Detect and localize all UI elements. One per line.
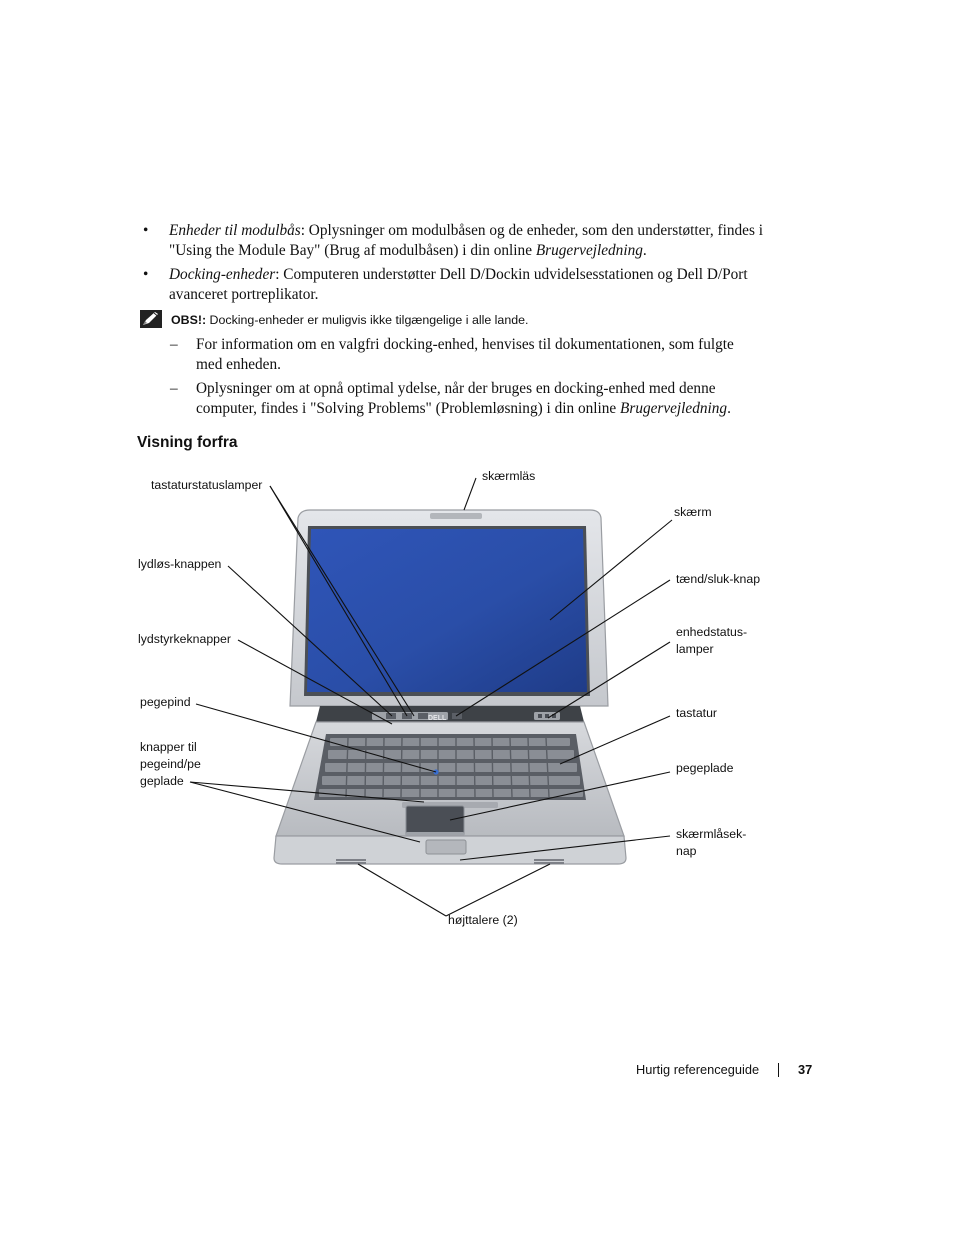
- label-volume-buttons: lydstyrkeknapper: [138, 632, 231, 646]
- label-keyboard-status-lights: tastaturstatuslamper: [151, 478, 263, 492]
- dash-item-docking-info: [170, 335, 760, 374]
- dash-mark: –: [170, 336, 178, 353]
- display-screen: [307, 529, 587, 692]
- dash-ref: Brugervejledning: [620, 399, 728, 417]
- bullet-ref: Brugervejledning: [535, 241, 643, 259]
- footer-separator: [778, 1063, 779, 1077]
- latch-slot: [430, 513, 482, 519]
- footer-guide-title: Hurtig referenceguide: [636, 1062, 760, 1077]
- laptop-base: [276, 722, 624, 840]
- display-latch-release: [426, 840, 466, 854]
- dell-logo: DELL: [428, 715, 447, 722]
- bullet-text: : Oplysninger om modulbåsen og de enheder, som den understøtter, findes i "Using the Module Bay" (Brug af modulbåsen) i din online: [169, 222, 763, 259]
- note-label: OBS!:: [171, 313, 207, 327]
- dash-item-performance: [170, 379, 760, 418]
- laptop-illustration: [130, 460, 790, 940]
- label-display-latch: skærmläs: [482, 469, 536, 483]
- volume-button-2: [418, 713, 428, 719]
- dash-end: .: [727, 399, 731, 417]
- pencil-note-icon: [140, 310, 162, 328]
- hinge-area: [316, 706, 584, 722]
- label-pointer-buttons-1: knapper til: [140, 740, 197, 754]
- label-keyboard: tastatur: [676, 706, 718, 720]
- note-text: Docking-enheder er muligvis ikke tilgængelige i alle lande.: [206, 313, 529, 327]
- label-latch-release-1: skærmlåsek-: [676, 827, 747, 841]
- bullet-dot: •: [143, 266, 149, 283]
- label-pointer-buttons-3: geplade: [140, 774, 184, 788]
- label-speakers: højttalere (2): [448, 913, 518, 927]
- bullet-end: .: [642, 241, 647, 259]
- laptop-front-edge: [274, 836, 626, 864]
- label-pointer-buttons-2: pegeind/pe: [140, 757, 201, 771]
- label-device-status-lights-1: enhedstatus-: [676, 625, 748, 639]
- bullet-term: Enheder til modulbås: [169, 222, 301, 239]
- bullet-dot: •: [143, 222, 149, 239]
- label-device-status-lights-2: lamper: [676, 642, 714, 656]
- label-power-button: tænd/sluk-knap: [676, 572, 761, 586]
- mute-button: [386, 713, 396, 719]
- label-latch-release-2: nap: [676, 844, 697, 858]
- laptop-front-view-figure: [130, 460, 790, 940]
- dash-text: Oplysninger om at opnå optimal ydelse, når der bruges en docking-enhed med denne computer, findes i "Solving Problems" (Problemløsning) i din online: [196, 380, 716, 417]
- bullet-term: Docking-enheder: [169, 266, 276, 283]
- dash-text: For information om en valgfri docking-enhed, henvises til dokumentationen, som fulgte med enheden.: [196, 336, 734, 373]
- bullet-docking: [143, 265, 763, 304]
- dash-mark: –: [170, 380, 178, 397]
- label-touchpad: pegeplade: [676, 761, 734, 775]
- label-display: skærm: [674, 505, 712, 519]
- label-pointing-stick: pegepind: [140, 695, 191, 709]
- bullet-module-bay: [143, 221, 763, 260]
- label-mute-button: lydløs-knappen: [138, 557, 222, 571]
- section-heading: Visning forfra: [137, 434, 238, 451]
- page-number: 37: [798, 1062, 813, 1077]
- touchpad: [406, 806, 464, 836]
- bullet-text: : Computeren understøtter Dell D/Dockin udvidelsesstationen og Dell D/Port avanceret portreplikator.: [169, 266, 748, 303]
- laptop-lid: [290, 510, 608, 706]
